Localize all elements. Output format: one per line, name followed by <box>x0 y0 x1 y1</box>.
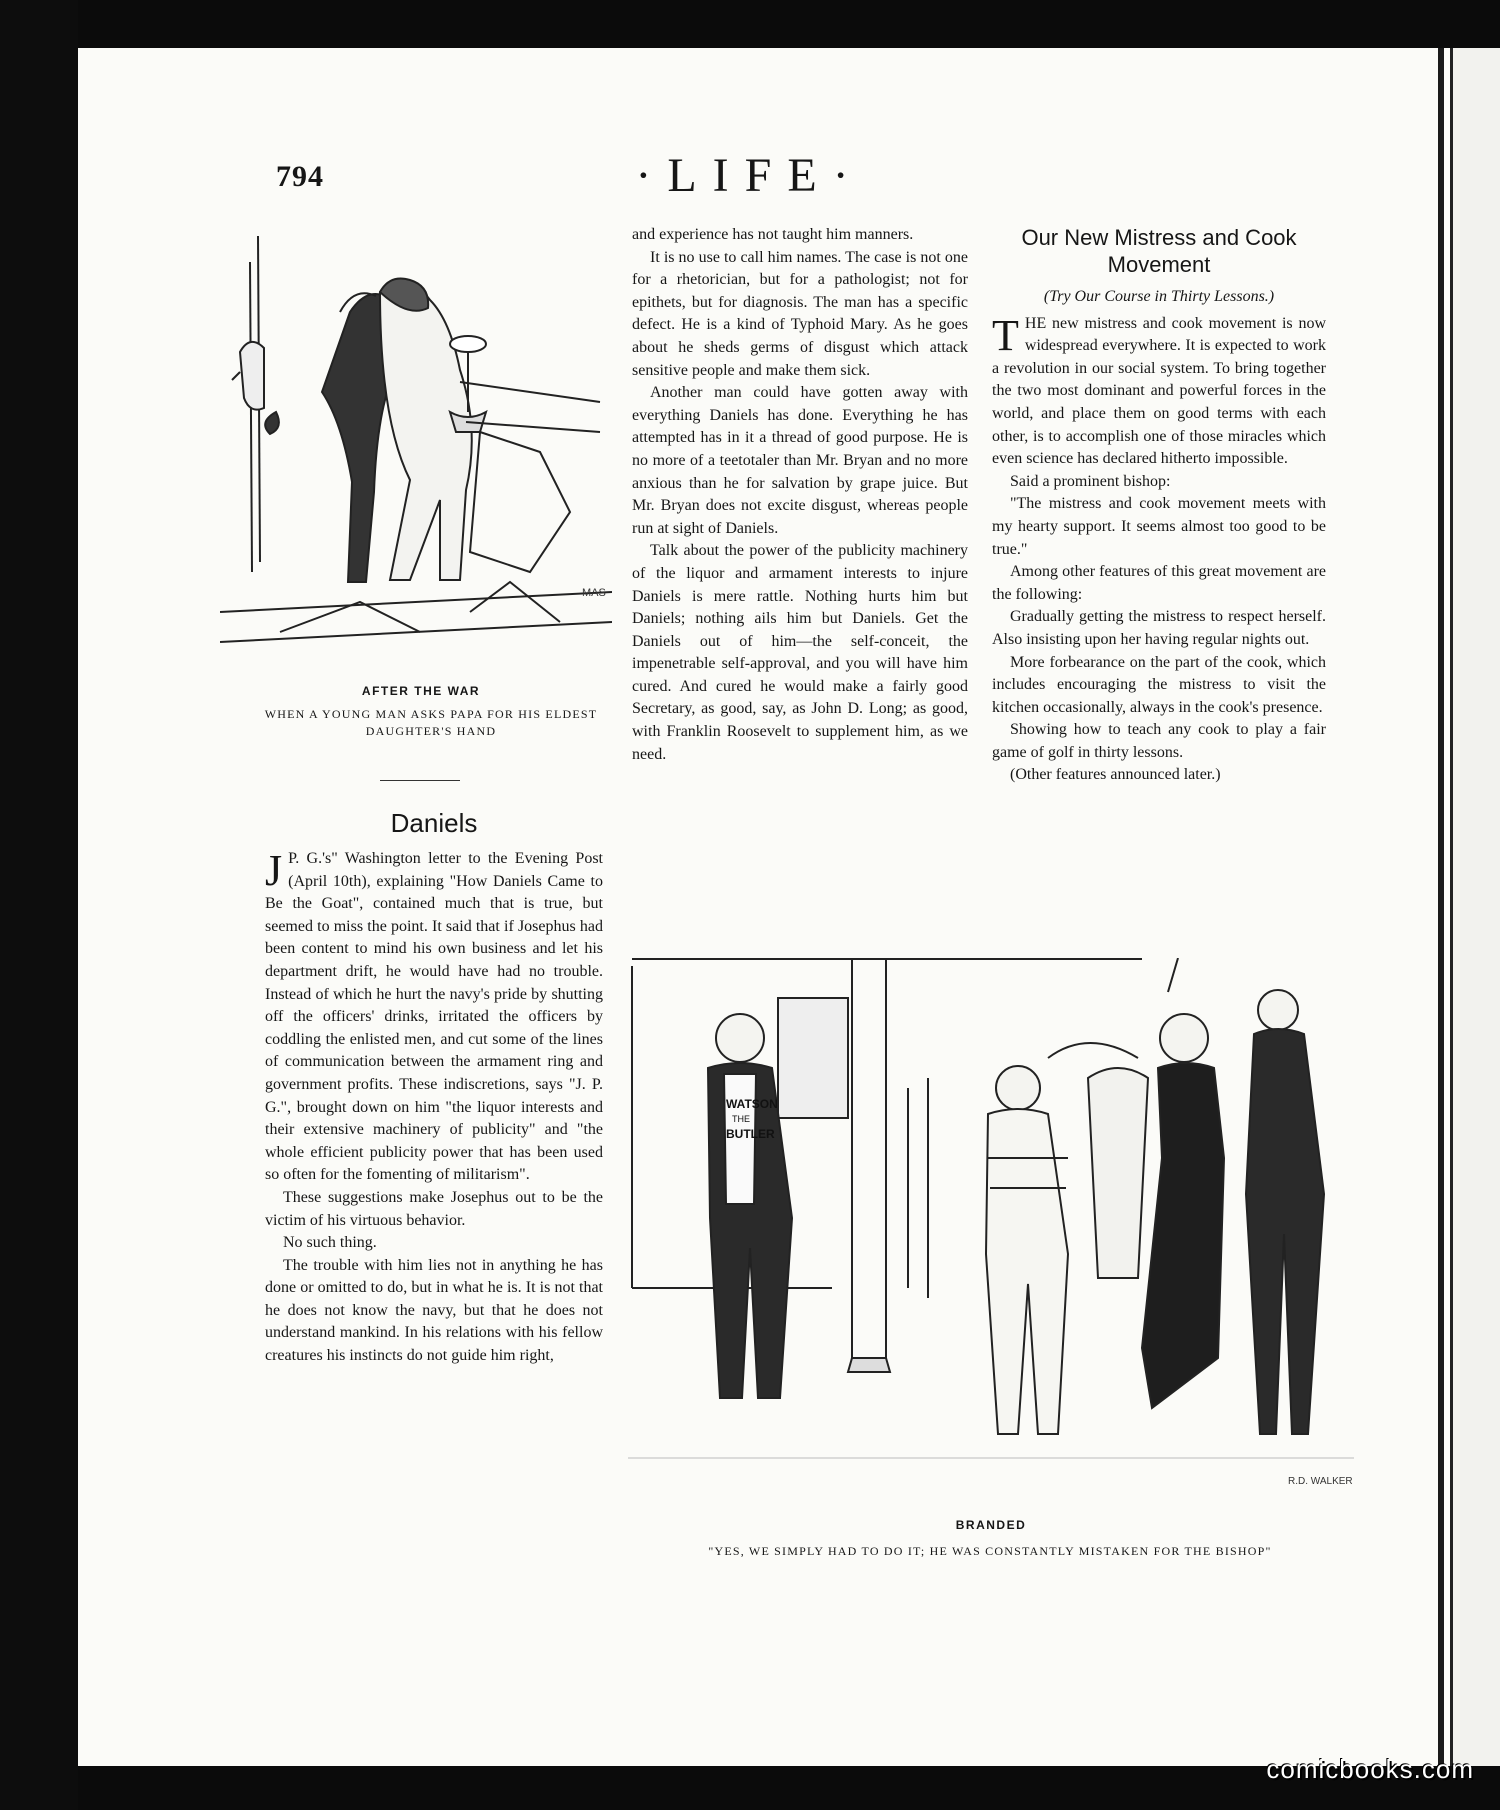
facing-page-edge <box>1450 48 1500 1766</box>
masthead-title: ·LIFE· <box>635 149 865 202</box>
page-number: 794 <box>276 160 324 193</box>
daniels-paragraph: Another man could have gotten away with everything Daniels has done. Everything he has attempted has in it a thread of good purpose. He is no more of a teetotaler than Mr. Bryan and no more anxious than he for salvation by grape juice. But Mr. Bryan does not excite disgust, whereas people run at sight of Daniels. <box>632 384 968 537</box>
mistress-paragraph: Showing how to teach any cook to play a fair game of golf in thirty lessons. <box>992 721 1326 761</box>
watermark: comicbooks.com <box>1266 1754 1474 1784</box>
daniels-lead-paragraph <box>265 848 603 1187</box>
gutter-line <box>1438 48 1444 1766</box>
daniels-lead-text: P. G.'s" Washington letter to the Evening Post (April 10th), explaining "How Daniels Came to Be the Goat", contained much that is true, but seemed to miss the point. It said that if Josephus had been content to mind his own business and let his department drift, he would have had no trouble. Instead of which he hurt the navy's pride by shutting off the officers' drinks, irritated the officers by coddling the enlisted men, and cut some of the lines of communication between the armament ring and government profits. These indiscretions, says "J. P. G.", brought down on him "the liquor interests and their extensive machinery of publicity" and "the whole efficient publicity power that has been used so often for the fomenting of militarism". <box>265 850 603 1184</box>
branded-caption: "YES, WE SIMPLY HAD TO DO IT; HE WAS CONSTANTLY MISTAKEN FOR THE BISHOP" <box>708 1544 1272 1558</box>
after-the-war-caption-title: AFTER THE WAR <box>361 684 481 698</box>
mistress-paragraph: "The mistress and cook movement meets with my hearty support. It seems almost too good to be true." <box>992 495 1326 558</box>
badge-line1: WATSON <box>726 1097 778 1111</box>
section-divider <box>380 780 460 781</box>
mistress-subhead: (Try Our Course in Thirty Lessons.) <box>1043 288 1275 305</box>
mistress-dropcap: T <box>992 310 1019 360</box>
daniels-heading: Daniels <box>390 808 478 838</box>
badge-line2: THE <box>732 1114 750 1124</box>
branded-cartoon <box>628 958 1354 1506</box>
mistress-lead-paragraph <box>992 310 1326 471</box>
daniels-article-col1 <box>265 848 603 1368</box>
daniels-article-col2 <box>632 224 968 766</box>
mistress-paragraph: (Other features announced later.) <box>1010 766 1221 784</box>
daniels-dropcap: J <box>265 846 283 895</box>
daniels-paragraph: It is no use to call him names. The case is not one for a rhetorician, but for a pathologist; not for epithets, but for diagnosis. The man has a specific defect. He is a kind of Typhoid Mary. As he goes about he sheds germs of disgust which attack sensitive people and make them sick. <box>632 248 968 379</box>
mistress-paragraph: More forbearance on the part of the cook, which includes encouraging the mistress to visit the kitchen occasionally, always in the cook's presence. <box>992 653 1326 716</box>
badge-line3: BUTLER <box>726 1127 775 1141</box>
mistress-heading: Our New Mistress and Cook Movement <box>1021 225 1297 277</box>
daniels-paragraph: These suggestions make Josephus out to be the victim of his virtuous behavior. <box>265 1188 603 1229</box>
mistress-article <box>992 224 1326 787</box>
after-the-war-cartoon <box>220 232 612 672</box>
daniels-paragraph: The trouble with him lies not in anything he has done or omitted to do, but in what he is. It is not that he does not know the navy, but that he does not understand mankind. In his relations with his fellow creatures his instincts do not guide him right, <box>265 1256 603 1365</box>
scan-border <box>0 0 78 1810</box>
daniels-continuation: and experience has not taught him manners. <box>632 226 914 243</box>
svg-text:MAS: MAS <box>582 587 606 599</box>
daniels-paragraph: No such thing. <box>283 1234 377 1252</box>
mistress-paragraph: Said a prominent bishop: <box>1010 472 1171 490</box>
mistress-lead-text: HE new mistress and cook movement is now widespread everywhere. It is expected to work a revolution in our social system. To bring together the two most dominant and powerful forces in the world, and place them on good terms with each other, is to accomplish one of those miracles which even science has declared hitherto impossible. <box>992 314 1326 468</box>
mistress-paragraph: Gradually getting the mistress to respect herself. Also insisting upon her having regular nights out. <box>992 608 1326 648</box>
after-the-war-caption: WHEN A YOUNG MAN ASKS PAPA FOR HIS ELDEST DAUGHTER'S HAND <box>264 707 598 738</box>
svg-text:R.D. WALKER: R.D. WALKER <box>1288 1476 1353 1487</box>
mistress-paragraph: Among other features of this great movement are the following: <box>992 563 1326 603</box>
daniels-paragraph: Talk about the power of the publicity machinery of the liquor and armament interests to injure Daniels is mere rattle. Nothing hurts him but Daniels; nothing ails him but Daniels. Get the Daniels out of him—the self-conceit, the impenetrable self-approval, and you will have him cured. And cured he would make a fairly good Secretary, as good, say, as John D. Long; as good, with Franklin Roosevelt to supplement him, as we need. <box>632 542 968 763</box>
branded-caption-title: BRANDED <box>955 1518 1027 1532</box>
